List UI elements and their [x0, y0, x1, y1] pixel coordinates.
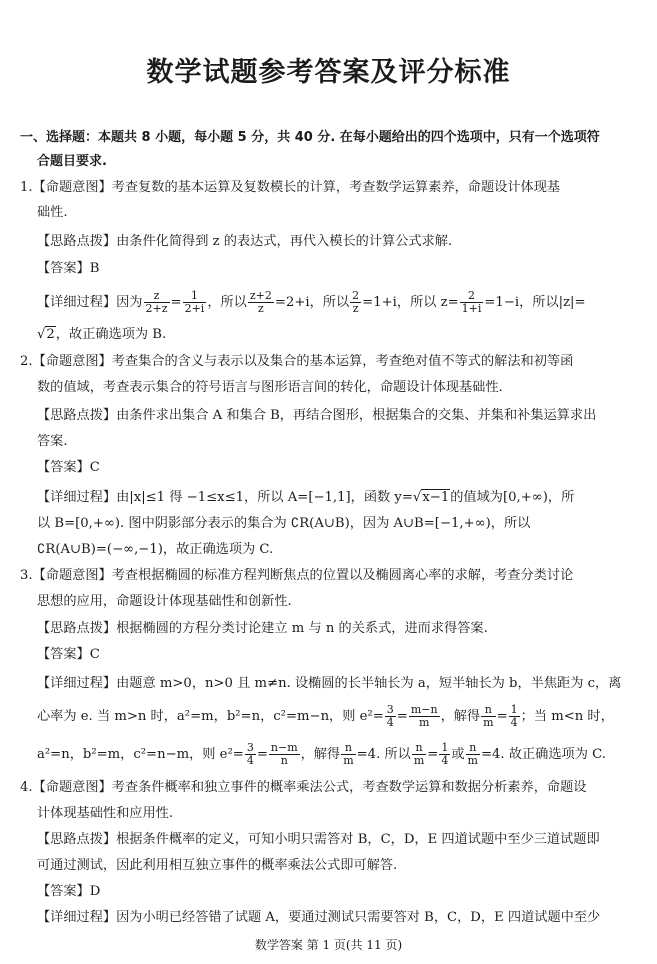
q3-detail-cont2: a²=n，b²=m，c²=n−m，则 e²= $\frac{3}{4}$ = $\frac{n-m}{n}$ ，解得 $\frac{n}{m}$ =4. 所以 $\frac{n}{m}$ = $\frac{1}{4}$ 或 $\frac{n}{m}$ =4. 故正确选项为 C. — [37, 741, 606, 767]
q1-intent-cont: 础性. — [37, 205, 68, 220]
q1-answer: 【答案】B — [37, 261, 100, 276]
fraction: $\frac{n}{m}$ — [343, 741, 354, 767]
fraction: $\frac{3}{4}$ — [246, 741, 254, 767]
q3-answer: 【答案】C — [37, 647, 100, 662]
q3-detail-cont: 心率为 e. 当 m>n 时，a²=m，b²=n，c²=m−n，则 e²= $\frac{3}{4}$ = $\frac{m-n}{m}$ ，解得 $\frac{n}{m}$ = $\frac{1}{4}$ ；当 m<n 时， — [37, 703, 614, 729]
q2-hint: 【思路点拨】由条件求出集合 A 和集合 B，再结合图形，根据集合的交集、并集和补集运算求出 — [37, 408, 597, 423]
q1-detail: 【详细过程】因为 $\frac{z}{2+z}$ = $\frac{1}{2+i}$ ，所以 $\frac{z+2}{z}$ =2+i，所以 $\frac{2}{z}$ =1+i，所以 z= $\frac{2}{1+i}$ =1−i，所以|z|= — [37, 289, 586, 315]
fraction: $\frac{n}{m}$ — [483, 703, 494, 729]
q1-intent: 1.【命题意图】考查复数的基本运算及复数模长的计算，考查数学运算素养，命题设计体现基 — [20, 180, 561, 195]
fraction: $\frac{3}{4}$ — [386, 703, 394, 729]
q4-detail: 【详细过程】因为小明已经答错了试题 A，要通过测试只需要答对 B，C，D，E 四道试题中至少 — [37, 910, 601, 925]
q4-intent-cont: 计体现基础性和应用性. — [37, 806, 174, 821]
fraction: $\frac{1}{4}$ — [441, 741, 449, 767]
fraction: $\frac{z+2}{z}$ — [249, 289, 272, 315]
fraction: $\frac{2}{z}$ — [352, 289, 360, 315]
q1-hint: 【思路点拨】由条件化简得到 z 的表达式，再代入模长的计算公式求解. — [37, 234, 453, 249]
fraction: $\frac{n}{m}$ — [413, 741, 425, 767]
q2-detail: 【详细过程】由|x|≤1 得 −1≤x≤1，所以 A=[−1,1]，函数 y=√x−1的值域为[0,+∞)，所 — [37, 490, 575, 505]
q2-hint-cont: 答案. — [37, 434, 68, 449]
fraction: $\frac{1}{4}$ — [510, 703, 518, 729]
q3-intent: 3.【命题意图】考查根据椭圆的标准方程判断焦点的位置以及椭圆离心率的求解，考查分类讨论 — [20, 568, 574, 583]
fraction: $\frac{1}{2+i}$ — [184, 289, 205, 315]
fraction: $\frac{z}{2+z}$ — [145, 289, 168, 315]
fraction: $\frac{m-n}{m}$ — [410, 703, 438, 729]
q4-hint-cont: 可通过测试，因此利用相互独立事件的概率乘法公式即可解答. — [37, 858, 398, 873]
q4-hint: 【思路点拨】根据条件概率的定义，可知小明只需答对 B，C，D，E 四道试题中至少三道试题即 — [37, 832, 600, 847]
q2-detail-cont2: ∁R(A∪B)=(−∞,−1)，故正确选项为 C. — [37, 542, 274, 557]
page-footer: 数学答案 第 1 页(共 11 页) — [254, 938, 403, 952]
q1-detail-cont: √2，故正确选项为 B. — [37, 327, 167, 342]
q3-intent-cont: 思想的应用，命题设计体现基础性和创新性. — [37, 594, 292, 609]
fraction: $\frac{n-m}{n}$ — [270, 741, 298, 767]
q3-detail: 【详细过程】由题意 m>0，n>0 且 m≠n. 设椭圆的长半轴长为 a，短半轴长为 b，半焦距为 c，离 — [37, 676, 622, 691]
fraction: $\frac{n}{m}$ — [467, 741, 478, 767]
q2-detail-cont: 以 B=[0,+∞). 图中阴影部分表示的集合为 ∁R(A∪B)，因为 A∪B=[−1,+∞)，所以 — [37, 516, 531, 531]
fraction: $\frac{2}{1+i}$ — [461, 289, 482, 315]
section-heading: 一、选择题：本题共 8 小题，每小题 5 分，共 40 分. 在每小题给出的四个选项中，只有一个选项符 — [20, 130, 600, 145]
section-heading-cont: 合题目要求. — [37, 154, 107, 169]
q3-hint: 【思路点拨】根据椭圆的方程分类讨论建立 m 与 n 的关系式，进而求得答案. — [37, 621, 488, 636]
page-title: 数学试题参考答案及评分标准 — [146, 57, 511, 88]
q4-intent: 4.【命题意图】考查条件概率和独立事件的概率乘法公式，考查数学运算和数据分析素养，命题设 — [20, 780, 587, 795]
q2-intent: 2.【命题意图】考查集合的含义与表示以及集合的基本运算，考查绝对值不等式的解法和初等函 — [20, 354, 574, 369]
q2-intent-cont: 数的值域，考查表示集合的符号语言与图形语言间的转化，命题设计体现基础性. — [37, 380, 503, 395]
q4-answer: 【答案】D — [37, 884, 101, 899]
q2-answer: 【答案】C — [37, 460, 100, 475]
